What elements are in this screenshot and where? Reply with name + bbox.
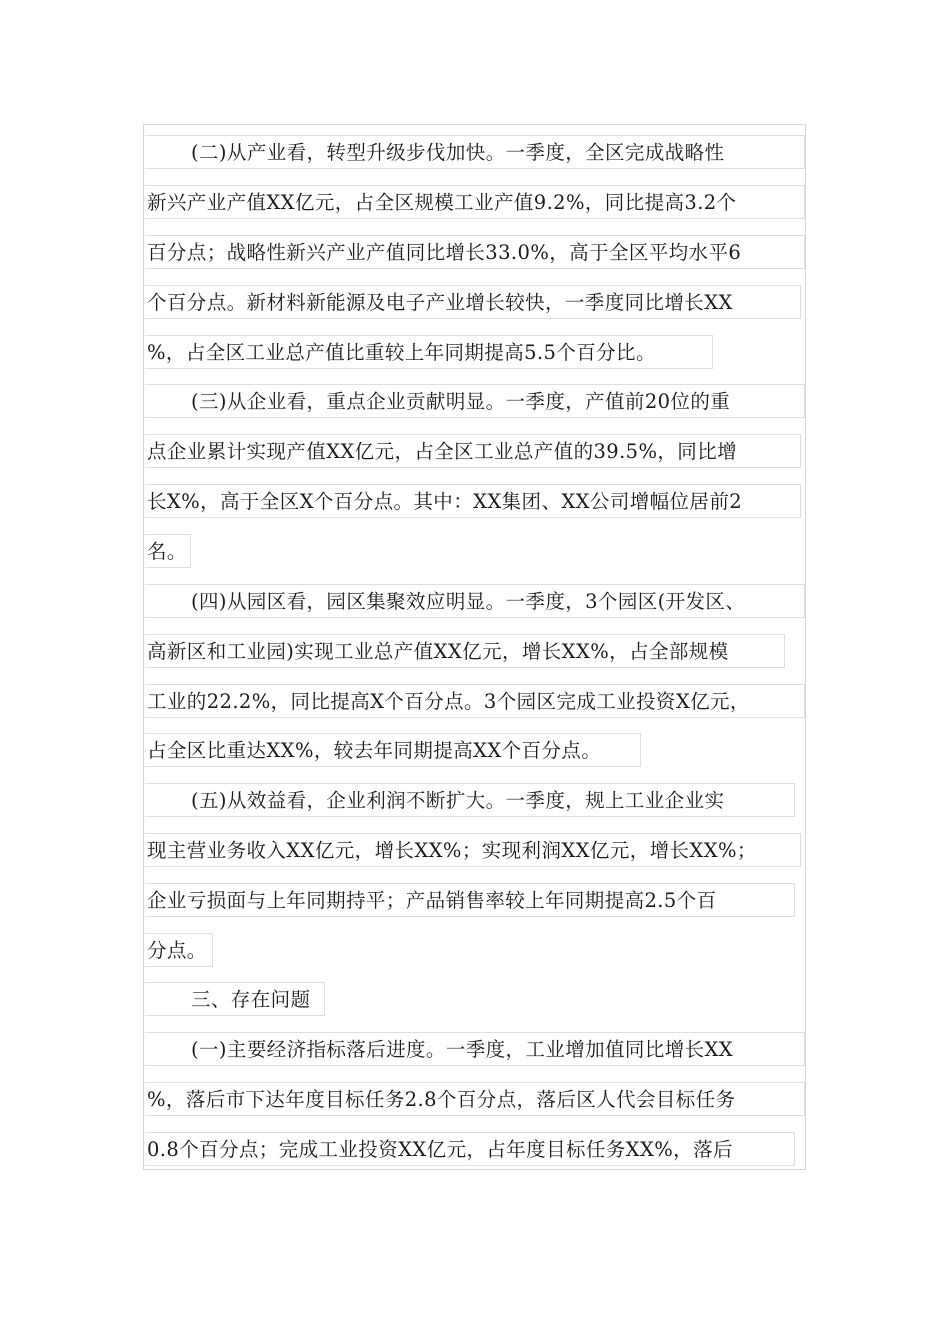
paragraph-line: 企业亏损面与上年同期持平；产品销售率较上年同期提高2.5个百 (145, 883, 795, 917)
paragraph-line: 长X%，高于全区X个百分点。其中：XX集团、XX公司增幅位居前2 (145, 484, 801, 518)
paragraph-line: %，落后市下达年度目标任务2.8个百分点，落后区人代会目标任务 (145, 1082, 805, 1116)
paragraph-line: (三)从企业看，重点企业贡献明显。一季度，产值前20位的重 (145, 384, 805, 418)
paragraph-line: 占全区比重达XX%，较去年同期提高XX个百分点。 (145, 733, 641, 767)
paragraph-line: 0.8个百分点；完成工业投资XX亿元，占年度目标任务XX%，落后 (145, 1132, 795, 1166)
paragraph-line: 百分点；战略性新兴产业产值同比增长33.0%，高于全区平均水平6 (145, 235, 805, 269)
paragraph-line: (二)从产业看，转型升级步伐加快。一季度，全区完成战略性 (145, 135, 805, 169)
paragraph-line: (五)从效益看，企业利润不断扩大。一季度，规上工业企业实 (145, 783, 795, 817)
paragraph-line: 工业的22.2%，同比提高X个百分点。3个园区完成工业投资X亿元， (145, 684, 805, 718)
section-heading: 三、存在问题 (145, 982, 325, 1016)
paragraph-line: 分点。 (145, 933, 213, 967)
paragraph-line: 高新区和工业园)实现工业总产值XX亿元，增长XX%，占全部规模 (145, 634, 785, 668)
paragraph-line: 点企业累计实现产值XX亿元，占全区工业总产值的39.5%，同比增 (145, 434, 801, 468)
paragraph-line: 个百分点。新材料新能源及电子产业增长较快，一季度同比增长XX (145, 285, 801, 319)
paragraph-line: %，占全区工业总产值比重较上年同期提高5.5个百分比。 (145, 335, 713, 369)
paragraph-line: 现主营业务收入XX亿元，增长XX%；实现利润XX亿元，增长XX%； (145, 833, 801, 867)
paragraph-line: 名。 (145, 534, 191, 568)
paragraph-line: (四)从园区看，园区集聚效应明显。一季度，3个园区(开发区、 (145, 584, 805, 618)
paragraph-line: (一)主要经济指标落后进度。一季度，工业增加值同比增长XX (145, 1032, 805, 1066)
paragraph-line: 新兴产业产值XX亿元，占全区规模工业产值9.2%，同比提高3.2个 (145, 185, 805, 219)
